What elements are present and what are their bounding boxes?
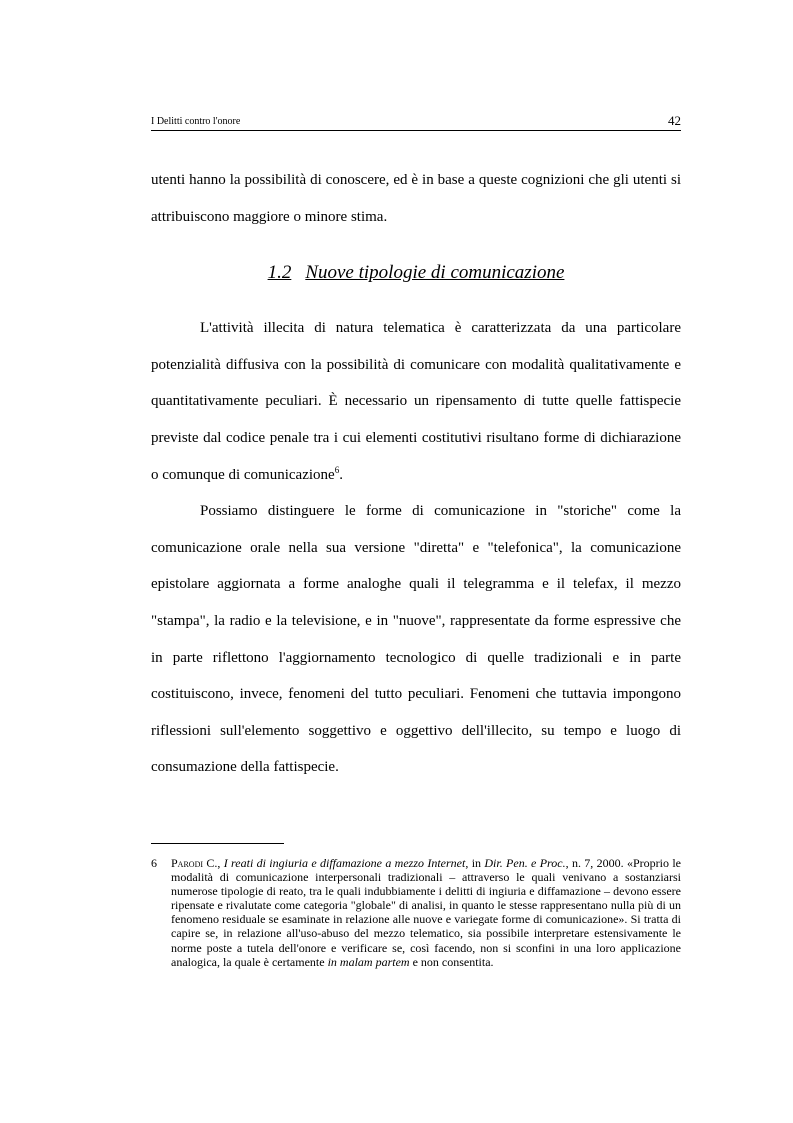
footnote-journal: Dir. Pen. e Proc. <box>484 856 566 870</box>
footnote-latin-phrase: in malam partem <box>327 954 410 969</box>
paragraph-1-end: . <box>339 466 343 483</box>
footnote-work-title: I reati di ingiuria e diffamazione a mezzo Internet <box>223 856 466 870</box>
footnote-text <box>171 856 681 969</box>
footnote-author: Parodi <box>171 856 204 870</box>
footnote-closing: e non consentita. <box>409 954 494 969</box>
page-header <box>151 114 681 131</box>
section-heading <box>151 235 681 310</box>
main-text <box>151 162 681 786</box>
paragraph-1 <box>151 310 681 493</box>
header-title: I Delitti contro l'onore <box>151 116 241 127</box>
footnote-issue: , n. 7, 2000. <box>565 856 624 870</box>
footnote-reference[interactable]: 6 <box>334 464 340 475</box>
footnote-separator <box>151 843 284 844</box>
paragraph-1-text: L'attività illecita di natura telematica è caratterizzata da una particolare potenzialità diffusiva con la possibilità di comunicare con modalità qualitativamente e quantitativamente peculiari. È necessario un ripensamento di tutte quelle fattispecie previste dal codice penale tra i cui elementi costitutivi risultano forme di dichiarazione o comunque di comunicazione <box>151 320 681 483</box>
footnote <box>151 856 681 969</box>
footnote-number: 6 <box>151 856 157 870</box>
section-title: Nuove tipologie di comunicazione <box>305 262 565 284</box>
page-number: 42 <box>668 113 681 128</box>
paragraph-intro: utenti hanno la possibilità di conoscere, ed è in base a queste cognizioni che gli utenti si attribuiscono maggiore o minore stima. <box>151 172 681 225</box>
footnote-in: , in <box>465 856 485 870</box>
section-number: 1.2 <box>267 262 292 284</box>
footnote-author-initial: C., <box>203 856 224 870</box>
footnote-quote: «Proprio le modalità di comunicazione interpersonali tradizionali – attraverso le quali venivano a sostanziarsi numerose tipologie di reato, tra le quali indubbiamente i delitti di ingiuria e diffamazione – devono essere ripensate e rivalutate come categoria "globale" di analisi, in quanto le stesse rappresentano nulla più di un fenomeno residuale se esaminate in relazione alle nuove e variegate forme di comunicazione». Si tratta di capire se, in relazione all'uso-abuso del mezzo telematico, sia possibile interpretare estensivamente le norme poste a tutela dell'onore e verificare se, così facendo, non si sconfini in una loro applicazione analogica, la quale è certamente <box>171 856 681 969</box>
paragraph-2: Possiamo distinguere le forme di comunicazione in "storiche" come la comunicazione orale nella sua versione "diretta" e "telefonica", la comunicazione epistolare aggiornata a forme analoghe quali il telegramma e il telefax, il mezzo "stampa", la radio e la televisione, e in "nuove", rappresentate da forme espressive che in parte riflettono l'aggiornamento tecnologico di quelle tradizionali e in parte costituiscono, invece, fenomeni del tutto peculiari. Fenomeni che tuttavia impongono riflessioni sull'elemento soggettivo e oggettivo dell'illecito, su tempo e luogo di consumazione della fattispecie. <box>151 503 681 776</box>
